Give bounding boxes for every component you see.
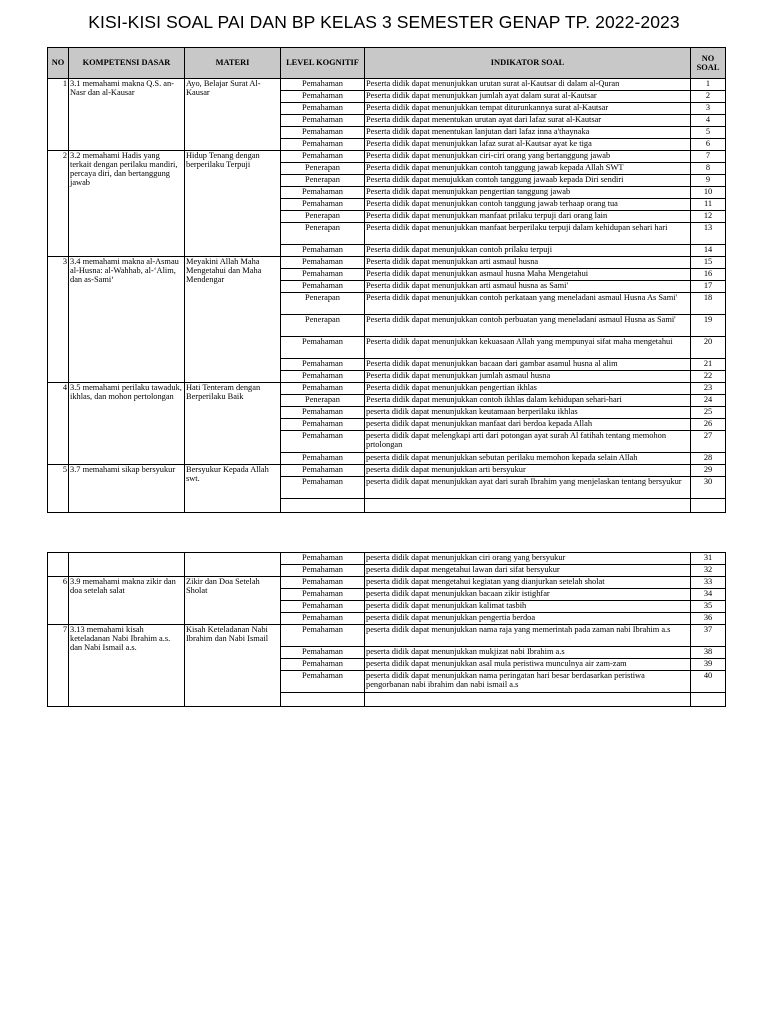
cell-no: 6 <box>48 577 69 625</box>
cell-no-soal: 6 <box>691 139 726 151</box>
cell-level-kognitif: Penerapan <box>281 175 365 187</box>
cell-indikator-soal: peserta didik dapat melengkapi arti dari potongan ayat surah Al fatihah tentang memohon prtolongan <box>365 431 691 453</box>
cell-no-soal: 34 <box>691 589 726 601</box>
cell-level-kognitif: Penerapan <box>281 163 365 175</box>
cell-no: 1 <box>48 79 69 151</box>
kisi-kisi-table-1 <box>47 47 726 513</box>
cell-level-kognitif: Pemahaman <box>281 371 365 383</box>
cell-indikator-soal: peserta didik dapat menunjukkan mukjizat nabi Ibrahim a.s <box>365 647 691 659</box>
cell-no-soal: 8 <box>691 163 726 175</box>
cell-no-soal: 12 <box>691 211 726 223</box>
cell-no-soal: 4 <box>691 115 726 127</box>
cell-indikator-soal: Peserta didik dapat menunjukkan asmaul husna Maha Mengetahui <box>365 269 691 281</box>
cell-indikator-soal: Peserta didik dapat menunjukkan contoh ikhlas dalam kehidupan sehari-hari <box>365 395 691 407</box>
cell-no-soal: 20 <box>691 337 726 359</box>
cell-no-soal: 1 <box>691 79 726 91</box>
cell-level-kognitif: Pemahaman <box>281 115 365 127</box>
cell-no-soal: 27 <box>691 431 726 453</box>
header-materi: MATERI <box>185 48 281 79</box>
cell-indikator-soal: Peserta didik dapat menunjukkan pengertian tanggung jawab <box>365 187 691 199</box>
cell-no-soal: 2 <box>691 91 726 103</box>
cell-no-soal: 11 <box>691 199 726 211</box>
cell-level-kognitif: Pemahaman <box>281 151 365 163</box>
cell-level-kognitif: Pemahaman <box>281 465 365 477</box>
cell-indikator-soal: Peserta didik dapat menunjukkan ciri-ciri orang yang bertanggung jawab <box>365 151 691 163</box>
cell-indikator-soal: peserta didik dapat menunjukkan arti bersyukur <box>365 465 691 477</box>
cell-no-soal: 7 <box>691 151 726 163</box>
cell-no-soal: 24 <box>691 395 726 407</box>
cell-level-kognitif: Pemahaman <box>281 419 365 431</box>
cell-level-kognitif: Penerapan <box>281 223 365 245</box>
cell-level-kognitif: Penerapan <box>281 293 365 315</box>
cell-level-kognitif: Pemahaman <box>281 601 365 613</box>
cell-level-kognitif: Penerapan <box>281 211 365 223</box>
cell-no-soal: 29 <box>691 465 726 477</box>
cell-kompetensi-dasar: 3.4 memahami makna al-Asmau al-Husna: al-Wahhab, al-‘Alim, dan as-Sami‘ <box>69 257 185 383</box>
cell-indikator-soal: peserta didik dapat menunjukkan manfaat dari berdoa kepada Allah <box>365 419 691 431</box>
cell-kompetensi-dasar: 3.5 memahami perilaku tawaduk, ikhlas, dan mohon pertolongan <box>69 383 185 465</box>
cell-indikator-soal: peserta didik dapat menunjukkan nama raja yang memerintah pada zaman nabi Ibrahim a.s <box>365 625 691 647</box>
table-row <box>48 465 726 477</box>
cell-level-kognitif: Pemahaman <box>281 359 365 371</box>
cell-level-kognitif: Pemahaman <box>281 199 365 211</box>
table-body-1 <box>48 79 726 513</box>
cell-level-kognitif: Pemahaman <box>281 91 365 103</box>
cell-materi: Zikir dan Doa Setelah Sholat <box>185 577 281 625</box>
cell-level-kognitif: Pemahaman <box>281 477 365 499</box>
cell-level-kognitif: Pemahaman <box>281 281 365 293</box>
table-row <box>48 625 726 647</box>
cell-empty <box>691 693 726 707</box>
cell-level-kognitif: Pemahaman <box>281 383 365 395</box>
cell-kompetensi-dasar: 3.9 memahami makna zikir dan doa setelah salat <box>69 577 185 625</box>
cell-no-soal: 35 <box>691 601 726 613</box>
cell-level-kognitif: Pemahaman <box>281 257 365 269</box>
header-no-soal: NO SOAL <box>691 48 726 79</box>
cell-no-soal: 26 <box>691 419 726 431</box>
table-row <box>48 553 726 565</box>
cell-level-kognitif: Pemahaman <box>281 659 365 671</box>
cell-level-kognitif: Pemahaman <box>281 553 365 565</box>
cell-indikator-soal: Peserta didik dapat menunjukkan contoh perbuatan yang meneladani asmaul Husna as Sami' <box>365 315 691 337</box>
cell-kompetensi-dasar: 3.1 memahami makna Q.S. an-Nasr dan al-Kausar <box>69 79 185 151</box>
cell-level-kognitif: Pemahaman <box>281 625 365 647</box>
cell-empty <box>281 499 365 513</box>
cell-level-kognitif: Pemahaman <box>281 187 365 199</box>
cell-no-soal: 38 <box>691 647 726 659</box>
cell-empty <box>365 693 691 707</box>
cell-level-kognitif: Pemahaman <box>281 103 365 115</box>
cell-no: 4 <box>48 383 69 465</box>
cell-indikator-soal: peserta didik dapat menunjukkan asal mula peristiwa munculnya air zam-zam <box>365 659 691 671</box>
cell-no-soal: 3 <box>691 103 726 115</box>
cell-no-soal: 40 <box>691 671 726 693</box>
cell-no-soal: 17 <box>691 281 726 293</box>
cell-level-kognitif: Pemahaman <box>281 613 365 625</box>
cell-level-kognitif: Penerapan <box>281 395 365 407</box>
cell-no-soal: 16 <box>691 269 726 281</box>
cell-kompetensi-dasar: 3.7 memahami sikap bersyukur <box>69 465 185 513</box>
cell-no-soal: 9 <box>691 175 726 187</box>
cell-no-soal: 15 <box>691 257 726 269</box>
cell-indikator-soal: Peserta didik dapat menunjukkan arti asmaul husna as Sami' <box>365 281 691 293</box>
cell-indikator-soal: peserta didik dapat mengetahui lawan dari sifat bersyukur <box>365 565 691 577</box>
cell-indikator-soal: peserta didik dapat menunjukkan sebutan perilaku memohon kepada selain Allah <box>365 453 691 465</box>
cell-materi: Bersyukur Kepada Allah swt. <box>185 465 281 513</box>
cell-no-soal: 36 <box>691 613 726 625</box>
cell-no: 5 <box>48 465 69 513</box>
cell-indikator-soal: Peserta didik dapat menentukan urutan ayat dari lafaz surat al-Kautsar <box>365 115 691 127</box>
cell-materi: Kisah Keteladanan Nabi Ibrahim dan Nabi Ismail <box>185 625 281 707</box>
cell-level-kognitif: Pemahaman <box>281 337 365 359</box>
cell-indikator-soal: peserta didik dapat menunjukkan kalimat tasbih <box>365 601 691 613</box>
cell-level-kognitif: Pemahaman <box>281 139 365 151</box>
table-row <box>48 79 726 91</box>
cell-materi <box>185 553 281 577</box>
cell-indikator-soal: peserta didik dapat menunjukkan ayat dari surah Ibrahim yang menjelaskan tentang bersyukur <box>365 477 691 499</box>
cell-indikator-soal: peserta didik dapat mengetahui kegiatan yang dianjurkan setelah sholat <box>365 577 691 589</box>
table-row <box>48 383 726 395</box>
cell-level-kognitif: Pemahaman <box>281 647 365 659</box>
cell-level-kognitif: Pemahaman <box>281 127 365 139</box>
cell-indikator-soal: Peserta didik dapat menentukan lanjutan dari lafaz inna a'thaynaka <box>365 127 691 139</box>
cell-indikator-soal: Peserta didik dapat menunjukkan contoh prilaku terpuji <box>365 245 691 257</box>
cell-indikator-soal: peserta didik dapat menunjukkan bacaan zikir istighfar <box>365 589 691 601</box>
cell-no: 2 <box>48 151 69 257</box>
cell-indikator-soal: Peserta didik dapat menunjukkan contoh tanggung jawab kepada Allah SWT <box>365 163 691 175</box>
table-header-row <box>48 48 726 79</box>
cell-materi: Hidup Tenang dengan berperilaku Terpuji <box>185 151 281 257</box>
cell-no-soal: 25 <box>691 407 726 419</box>
cell-no: 7 <box>48 625 69 707</box>
cell-level-kognitif: Pemahaman <box>281 589 365 601</box>
cell-no-soal: 19 <box>691 315 726 337</box>
cell-empty <box>281 693 365 707</box>
cell-indikator-soal: Peserta didik dapat menunjukkan lafaz surat al-Kautsar ayat ke tiga <box>365 139 691 151</box>
cell-no-soal: 10 <box>691 187 726 199</box>
cell-indikator-soal: Peserta didik dapat menunjukkan kekuasaan Allah yang mempunyai sifat maha mengetahui <box>365 337 691 359</box>
cell-indikator-soal: Peserta didik dapat menunjukkan urutan surat al-Kautsar di dalam al-Quran <box>365 79 691 91</box>
cell-level-kognitif: Pemahaman <box>281 431 365 453</box>
cell-indikator-soal: Peserta didik dapat menunjukkan contoh perkataan yang meneladani asmaul Husna As Sami' <box>365 293 691 315</box>
cell-no-soal: 37 <box>691 625 726 647</box>
table-row <box>48 151 726 163</box>
table-row <box>48 257 726 269</box>
cell-indikator-soal: peserta didik dapat menunjukkan nama peringatan hari besar berdasarkan peristiwa pengorbanan nabi ibrahim dan nabi ismail a.s <box>365 671 691 693</box>
header-no: NO <box>48 48 69 79</box>
cell-no-soal: 32 <box>691 565 726 577</box>
cell-no-soal: 13 <box>691 223 726 245</box>
cell-level-kognitif: Pemahaman <box>281 565 365 577</box>
cell-indikator-soal: Peserta didik dapat menujukkan contoh tanggung jawaab kepada Diri sendiri <box>365 175 691 187</box>
cell-no-soal: 18 <box>691 293 726 315</box>
cell-kompetensi-dasar: 3.13 memahami kisah keteladanan Nabi Ibrahim a.s. dan Nabi Ismail a.s. <box>69 625 185 707</box>
page-title: KISI-KISI SOAL PAI DAN BP KELAS 3 SEMESTER GENAP TP. 2022-2023 <box>88 12 680 32</box>
header-indikator-soal: INDIKATOR SOAL <box>365 48 691 79</box>
cell-indikator-soal: Peserta didik dapat menunjukkan arti asmaul husna <box>365 257 691 269</box>
cell-empty <box>691 499 726 513</box>
cell-indikator-soal: Peserta didik dapat menunjukkan tempat diturunkannya surat al-Kautsar <box>365 103 691 115</box>
cell-no-soal: 33 <box>691 577 726 589</box>
cell-no <box>48 553 69 577</box>
cell-indikator-soal: Peserta didik dapat menunjukkan manfaat prilaku terpuji dari orang lain <box>365 211 691 223</box>
cell-no-soal: 23 <box>691 383 726 395</box>
cell-indikator-soal: Peserta didik dapat menunjukkan jumlah ayat dalam surat al-Kautsar <box>365 91 691 103</box>
table-body-2 <box>48 553 726 707</box>
cell-kompetensi-dasar: 3.2 memahami Hadis yang terkait dengan perilaku mandiri, percaya diri, dan bertanggung jawab <box>69 151 185 257</box>
cell-materi: Meyakini Allah Maha Mengetahui dan Maha Mendengar <box>185 257 281 383</box>
cell-level-kognitif: Pemahaman <box>281 269 365 281</box>
cell-no-soal: 22 <box>691 371 726 383</box>
cell-indikator-soal: peserta didik dapat menunjukkan pengertia berdoa <box>365 613 691 625</box>
cell-no-soal: 30 <box>691 477 726 499</box>
cell-indikator-soal: Peserta didik dapat menunjukkan manfaat berperilaku terpuji dalam kehidupan sehari hari <box>365 223 691 245</box>
cell-indikator-soal: Peserta didik dapat menunjukkan pengertian ikhlas <box>365 383 691 395</box>
cell-level-kognitif: Pemahaman <box>281 577 365 589</box>
kisi-kisi-table-2 <box>47 552 726 707</box>
header-level-kognitif: LEVEL KOGNITIF <box>281 48 365 79</box>
cell-level-kognitif: Pemahaman <box>281 453 365 465</box>
cell-no-soal: 28 <box>691 453 726 465</box>
cell-empty <box>365 499 691 513</box>
cell-indikator-soal: peserta didik dapat menunjukkan ciri orang yang bersyukur <box>365 553 691 565</box>
cell-no-soal: 39 <box>691 659 726 671</box>
cell-no-soal: 14 <box>691 245 726 257</box>
cell-no: 3 <box>48 257 69 383</box>
cell-indikator-soal: Peserta didik dapat menunjukkan bacaan dari gambar asamul husna al alim <box>365 359 691 371</box>
cell-kompetensi-dasar <box>69 553 185 577</box>
cell-level-kognitif: Pemahaman <box>281 671 365 693</box>
cell-materi: Ayo, Belajar Surat Al-Kausar <box>185 79 281 151</box>
cell-level-kognitif: Pemahaman <box>281 79 365 91</box>
cell-no-soal: 31 <box>691 553 726 565</box>
cell-materi: Hati Tenteram dengan Berperilaku Baik <box>185 383 281 465</box>
header-kompetensi-dasar: KOMPETENSI DASAR <box>69 48 185 79</box>
cell-level-kognitif: Pemahaman <box>281 407 365 419</box>
cell-indikator-soal: Peserta didik dapat menunjukkan contoh tanggung jawab terhaap orang tua <box>365 199 691 211</box>
cell-level-kognitif: Penerapan <box>281 315 365 337</box>
table-row <box>48 577 726 589</box>
cell-no-soal: 21 <box>691 359 726 371</box>
cell-indikator-soal: Peserta didik dapat menunjukkan jumlah asmaul husna <box>365 371 691 383</box>
cell-level-kognitif: Pemahaman <box>281 245 365 257</box>
cell-indikator-soal: peserta didik dapat menunjukkan keutamaan berperilaku ikhlas <box>365 407 691 419</box>
cell-no-soal: 5 <box>691 127 726 139</box>
